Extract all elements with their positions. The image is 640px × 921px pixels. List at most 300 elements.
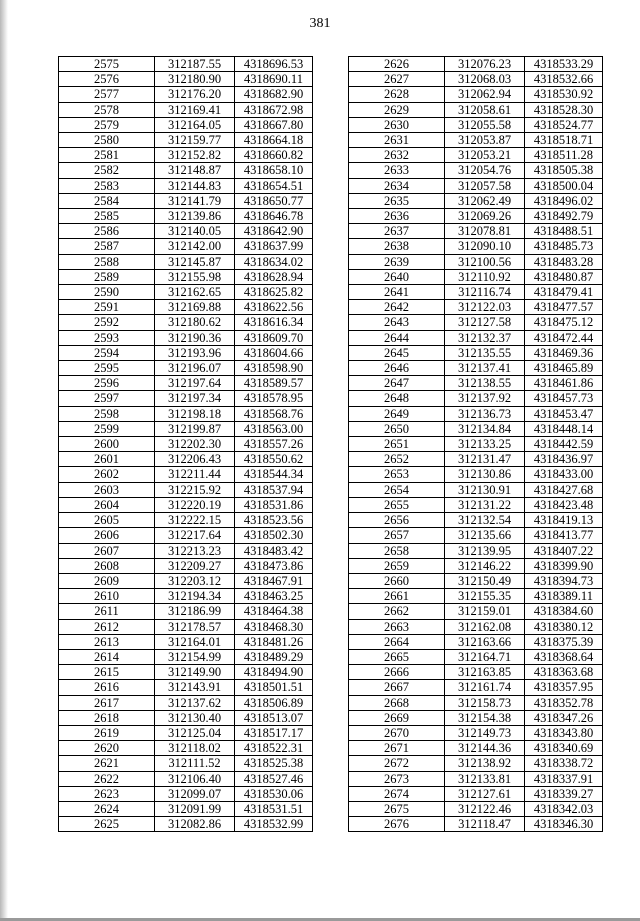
y-coordinate-cell: 4318511.28 [525,148,603,163]
table-row [349,193,603,208]
y-coordinate-cell: 4318380.12 [525,619,603,634]
y-coordinate-cell: 4318544.34 [235,467,313,482]
point-number-cell: 2672 [349,756,445,771]
point-number-cell: 2633 [349,163,445,178]
point-number-cell: 2611 [59,604,155,619]
y-coordinate-cell: 4318527.46 [235,771,313,786]
x-coordinate-cell: 312220.19 [155,497,235,512]
point-number-cell: 2669 [349,710,445,725]
x-coordinate-cell: 312222.15 [155,513,235,528]
table-row [349,254,603,269]
point-number-cell: 2604 [59,497,155,512]
table-row [59,741,313,756]
point-number-cell: 2605 [59,513,155,528]
y-coordinate-cell: 4318500.04 [525,178,603,193]
point-number-cell: 2606 [59,528,155,543]
x-coordinate-cell: 312099.07 [155,786,235,801]
x-coordinate-cell: 312078.81 [445,224,525,239]
x-coordinate-cell: 312055.58 [445,117,525,132]
scan-shadow-left [0,0,8,921]
y-coordinate-cell: 4318453.47 [525,406,603,421]
table-row [59,178,313,193]
x-coordinate-cell: 312161.74 [445,680,525,695]
y-coordinate-cell: 4318625.82 [235,285,313,300]
point-number-cell: 2626 [349,57,445,72]
table-row [59,87,313,102]
table-row [349,452,603,467]
y-coordinate-cell: 4318463.25 [235,589,313,604]
x-coordinate-cell: 312054.76 [445,163,525,178]
x-coordinate-cell: 312058.61 [445,102,525,117]
table-row [349,224,603,239]
y-coordinate-cell: 4318517.17 [235,725,313,740]
table-row [349,634,603,649]
x-coordinate-cell: 312197.64 [155,376,235,391]
point-number-cell: 2640 [349,269,445,284]
table-row [349,133,603,148]
y-coordinate-cell: 4318660.82 [235,148,313,163]
y-coordinate-cell: 4318465.89 [525,361,603,376]
point-number-cell: 2619 [59,725,155,740]
y-coordinate-cell: 4318442.59 [525,437,603,452]
table-row [59,710,313,725]
point-number-cell: 2610 [59,589,155,604]
y-coordinate-cell: 4318533.29 [525,57,603,72]
point-number-cell: 2641 [349,285,445,300]
x-coordinate-cell: 312143.91 [155,680,235,695]
table-row [349,786,603,801]
x-coordinate-cell: 312139.95 [445,543,525,558]
point-number-cell: 2659 [349,558,445,573]
point-number-cell: 2647 [349,376,445,391]
x-coordinate-cell: 312211.44 [155,467,235,482]
table-row [349,391,603,406]
point-number-cell: 2636 [349,209,445,224]
table-row [59,72,313,87]
y-coordinate-cell: 4318464.38 [235,604,313,619]
y-coordinate-cell: 4318427.68 [525,482,603,497]
y-coordinate-cell: 4318563.00 [235,421,313,436]
x-coordinate-cell: 312206.43 [155,452,235,467]
point-number-cell: 2676 [349,817,445,832]
table-row [349,57,603,72]
x-coordinate-cell: 312149.73 [445,725,525,740]
y-coordinate-cell: 4318628.94 [235,269,313,284]
y-coordinate-cell: 4318479.41 [525,285,603,300]
x-coordinate-cell: 312130.40 [155,710,235,725]
point-number-cell: 2601 [59,452,155,467]
x-coordinate-cell: 312178.57 [155,619,235,634]
y-coordinate-cell: 4318696.53 [235,57,313,72]
y-coordinate-cell: 4318578.95 [235,391,313,406]
point-number-cell: 2667 [349,680,445,695]
point-number-cell: 2631 [349,133,445,148]
table-row [349,665,603,680]
y-coordinate-cell: 4318342.03 [525,801,603,816]
y-coordinate-cell: 4318496.02 [525,193,603,208]
x-coordinate-cell: 312217.64 [155,528,235,543]
y-coordinate-cell: 4318642.90 [235,224,313,239]
y-coordinate-cell: 4318513.07 [235,710,313,725]
y-coordinate-cell: 4318489.29 [235,649,313,664]
y-coordinate-cell: 4318368.64 [525,649,603,664]
table-row [349,817,603,832]
x-coordinate-cell: 312164.05 [155,117,235,132]
table-row [59,117,313,132]
table-row [349,300,603,315]
point-number-cell: 2596 [59,376,155,391]
x-coordinate-cell: 312076.23 [445,57,525,72]
table-row [349,513,603,528]
y-coordinate-cell: 4318413.77 [525,528,603,543]
point-number-cell: 2643 [349,315,445,330]
y-coordinate-cell: 4318433.00 [525,467,603,482]
point-number-cell: 2634 [349,178,445,193]
y-coordinate-cell: 4318523.56 [235,513,313,528]
x-coordinate-cell: 312132.54 [445,513,525,528]
y-coordinate-cell: 4318492.79 [525,209,603,224]
table-row [59,649,313,664]
y-coordinate-cell: 4318469.36 [525,345,603,360]
table-row [59,604,313,619]
y-coordinate-cell: 4318518.71 [525,133,603,148]
y-coordinate-cell: 4318352.78 [525,695,603,710]
point-number-cell: 2598 [59,406,155,421]
x-coordinate-cell: 312145.87 [155,254,235,269]
x-coordinate-cell: 312213.23 [155,543,235,558]
y-coordinate-cell: 4318480.87 [525,269,603,284]
y-coordinate-cell: 4318347.26 [525,710,603,725]
table-row [59,558,313,573]
point-number-cell: 2637 [349,224,445,239]
point-number-cell: 2600 [59,437,155,452]
x-coordinate-cell: 312069.26 [445,209,525,224]
point-number-cell: 2594 [59,345,155,360]
x-coordinate-cell: 312133.25 [445,437,525,452]
y-coordinate-cell: 4318568.76 [235,406,313,421]
point-number-cell: 2595 [59,361,155,376]
x-coordinate-cell: 312169.88 [155,300,235,315]
x-coordinate-cell: 312082.86 [155,817,235,832]
y-coordinate-cell: 4318589.57 [235,376,313,391]
point-number-cell: 2632 [349,148,445,163]
point-number-cell: 2579 [59,117,155,132]
table-row [349,756,603,771]
x-coordinate-cell: 312131.47 [445,452,525,467]
coordinate-table-right [348,56,603,832]
point-number-cell: 2597 [59,391,155,406]
y-coordinate-cell: 4318537.94 [235,482,313,497]
x-coordinate-cell: 312118.47 [445,817,525,832]
x-coordinate-cell: 312186.99 [155,604,235,619]
table-row [349,695,603,710]
x-coordinate-cell: 312127.61 [445,786,525,801]
y-coordinate-cell: 4318346.30 [525,817,603,832]
y-coordinate-cell: 4318488.51 [525,224,603,239]
y-coordinate-cell: 4318399.90 [525,558,603,573]
point-number-cell: 2575 [59,57,155,72]
table-row [349,649,603,664]
table-row [59,406,313,421]
y-coordinate-cell: 4318375.39 [525,634,603,649]
table-row [59,163,313,178]
x-coordinate-cell: 312154.38 [445,710,525,725]
y-coordinate-cell: 4318363.68 [525,665,603,680]
y-coordinate-cell: 4318502.30 [235,528,313,543]
y-coordinate-cell: 4318436.97 [525,452,603,467]
point-number-cell: 2584 [59,193,155,208]
x-coordinate-cell: 312196.07 [155,361,235,376]
point-number-cell: 2671 [349,741,445,756]
table-row [349,604,603,619]
table-row [59,269,313,284]
x-coordinate-cell: 312137.92 [445,391,525,406]
point-number-cell: 2592 [59,315,155,330]
point-number-cell: 2614 [59,649,155,664]
y-coordinate-cell: 4318483.28 [525,254,603,269]
point-number-cell: 2603 [59,482,155,497]
table-row [349,361,603,376]
table-row [59,513,313,528]
x-coordinate-cell: 312141.79 [155,193,235,208]
table-row [349,771,603,786]
x-coordinate-cell: 312135.55 [445,345,525,360]
table-row [349,725,603,740]
x-coordinate-cell: 312106.40 [155,771,235,786]
table-row [59,771,313,786]
table-row [349,528,603,543]
y-coordinate-cell: 4318531.51 [235,801,313,816]
y-coordinate-cell: 4318475.12 [525,315,603,330]
point-number-cell: 2652 [349,452,445,467]
point-number-cell: 2656 [349,513,445,528]
table-row [349,87,603,102]
table-row [349,421,603,436]
point-number-cell: 2583 [59,178,155,193]
point-number-cell: 2621 [59,756,155,771]
point-number-cell: 2655 [349,497,445,512]
point-number-cell: 2664 [349,634,445,649]
y-coordinate-cell: 4318550.62 [235,452,313,467]
x-coordinate-cell: 312062.49 [445,193,525,208]
table-row [349,589,603,604]
x-coordinate-cell: 312127.58 [445,315,525,330]
table-row [59,437,313,452]
table-row [59,589,313,604]
y-coordinate-cell: 4318389.11 [525,589,603,604]
table-row [349,437,603,452]
y-coordinate-cell: 4318672.98 [235,102,313,117]
table-row [349,239,603,254]
point-number-cell: 2613 [59,634,155,649]
x-coordinate-cell: 312159.77 [155,133,235,148]
point-number-cell: 2654 [349,482,445,497]
table-row [349,178,603,193]
x-coordinate-cell: 312137.41 [445,361,525,376]
point-number-cell: 2577 [59,87,155,102]
x-coordinate-cell: 312150.49 [445,573,525,588]
point-number-cell: 2635 [349,193,445,208]
table-row [59,756,313,771]
x-coordinate-cell: 312053.21 [445,148,525,163]
point-number-cell: 2615 [59,665,155,680]
x-coordinate-cell: 312136.73 [445,406,525,421]
x-coordinate-cell: 312144.83 [155,178,235,193]
point-number-cell: 2622 [59,771,155,786]
x-coordinate-cell: 312131.22 [445,497,525,512]
y-coordinate-cell: 4318646.78 [235,209,313,224]
table-row [349,376,603,391]
x-coordinate-cell: 312215.92 [155,482,235,497]
y-coordinate-cell: 4318622.56 [235,300,313,315]
y-coordinate-cell: 4318664.18 [235,133,313,148]
y-coordinate-cell: 4318423.48 [525,497,603,512]
table-row [349,406,603,421]
table-row [349,209,603,224]
y-coordinate-cell: 4318468.30 [235,619,313,634]
x-coordinate-cell: 312155.98 [155,269,235,284]
table-row [59,193,313,208]
table-row [59,817,313,832]
table-row [59,391,313,406]
y-coordinate-cell: 4318616.34 [235,315,313,330]
table-row [59,133,313,148]
y-coordinate-cell: 4318477.57 [525,300,603,315]
point-number-cell: 2670 [349,725,445,740]
table-row [349,573,603,588]
point-number-cell: 2629 [349,102,445,117]
x-coordinate-cell: 312111.52 [155,756,235,771]
y-coordinate-cell: 4318505.38 [525,163,603,178]
x-coordinate-cell: 312140.05 [155,224,235,239]
point-number-cell: 2648 [349,391,445,406]
point-number-cell: 2644 [349,330,445,345]
table-row [59,467,313,482]
x-coordinate-cell: 312118.02 [155,741,235,756]
y-coordinate-cell: 4318654.51 [235,178,313,193]
point-number-cell: 2617 [59,695,155,710]
x-coordinate-cell: 312154.99 [155,649,235,664]
y-coordinate-cell: 4318338.72 [525,756,603,771]
table-row [349,680,603,695]
point-number-cell: 2585 [59,209,155,224]
point-number-cell: 2607 [59,543,155,558]
x-coordinate-cell: 312122.03 [445,300,525,315]
table-row [349,330,603,345]
y-coordinate-cell: 4318667.80 [235,117,313,132]
point-number-cell: 2675 [349,801,445,816]
table-row [59,680,313,695]
x-coordinate-cell: 312137.62 [155,695,235,710]
table-row [349,117,603,132]
x-coordinate-cell: 312125.04 [155,725,235,740]
x-coordinate-cell: 312110.92 [445,269,525,284]
point-number-cell: 2609 [59,573,155,588]
point-number-cell: 2581 [59,148,155,163]
x-coordinate-cell: 312138.55 [445,376,525,391]
x-coordinate-cell: 312193.96 [155,345,235,360]
x-coordinate-cell: 312163.85 [445,665,525,680]
x-coordinate-cell: 312190.36 [155,330,235,345]
point-number-cell: 2630 [349,117,445,132]
x-coordinate-cell: 312162.08 [445,619,525,634]
y-coordinate-cell: 4318609.70 [235,330,313,345]
x-coordinate-cell: 312162.65 [155,285,235,300]
point-number-cell: 2639 [349,254,445,269]
table-row [59,528,313,543]
y-coordinate-cell: 4318637.99 [235,239,313,254]
table-row [59,148,313,163]
y-coordinate-cell: 4318658.10 [235,163,313,178]
x-coordinate-cell: 312132.37 [445,330,525,345]
point-number-cell: 2620 [59,741,155,756]
y-coordinate-cell: 4318506.89 [235,695,313,710]
table-row [59,497,313,512]
y-coordinate-cell: 4318467.91 [235,573,313,588]
y-coordinate-cell: 4318394.73 [525,573,603,588]
point-number-cell: 2590 [59,285,155,300]
x-coordinate-cell: 312100.56 [445,254,525,269]
point-number-cell: 2650 [349,421,445,436]
point-number-cell: 2665 [349,649,445,664]
y-coordinate-cell: 4318650.77 [235,193,313,208]
point-number-cell: 2674 [349,786,445,801]
point-number-cell: 2628 [349,87,445,102]
table-row [349,72,603,87]
point-number-cell: 2668 [349,695,445,710]
y-coordinate-cell: 4318525.38 [235,756,313,771]
table-row [349,345,603,360]
table-row [59,695,313,710]
x-coordinate-cell: 312139.86 [155,209,235,224]
x-coordinate-cell: 312164.01 [155,634,235,649]
x-coordinate-cell: 312068.03 [445,72,525,87]
y-coordinate-cell: 4318522.31 [235,741,313,756]
point-number-cell: 2616 [59,680,155,695]
table-row [59,102,313,117]
x-coordinate-cell: 312203.12 [155,573,235,588]
y-coordinate-cell: 4318340.69 [525,741,603,756]
y-coordinate-cell: 4318419.13 [525,513,603,528]
table-row [349,497,603,512]
x-coordinate-cell: 312122.46 [445,801,525,816]
y-coordinate-cell: 4318407.22 [525,543,603,558]
y-coordinate-cell: 4318343.80 [525,725,603,740]
y-coordinate-cell: 4318339.27 [525,786,603,801]
table-row [349,543,603,558]
y-coordinate-cell: 4318337.91 [525,771,603,786]
point-number-cell: 2662 [349,604,445,619]
point-number-cell: 2618 [59,710,155,725]
x-coordinate-cell: 312116.74 [445,285,525,300]
point-number-cell: 2582 [59,163,155,178]
table-row [349,710,603,725]
table-row [59,573,313,588]
y-coordinate-cell: 4318557.26 [235,437,313,452]
table-row [349,558,603,573]
table-row [59,209,313,224]
point-number-cell: 2612 [59,619,155,634]
y-coordinate-cell: 4318448.14 [525,421,603,436]
x-coordinate-cell: 312169.41 [155,102,235,117]
table-row [349,102,603,117]
table-row [349,741,603,756]
x-coordinate-cell: 312187.55 [155,57,235,72]
x-coordinate-cell: 312148.87 [155,163,235,178]
y-coordinate-cell: 4318532.66 [525,72,603,87]
point-number-cell: 2602 [59,467,155,482]
y-coordinate-cell: 4318530.06 [235,786,313,801]
